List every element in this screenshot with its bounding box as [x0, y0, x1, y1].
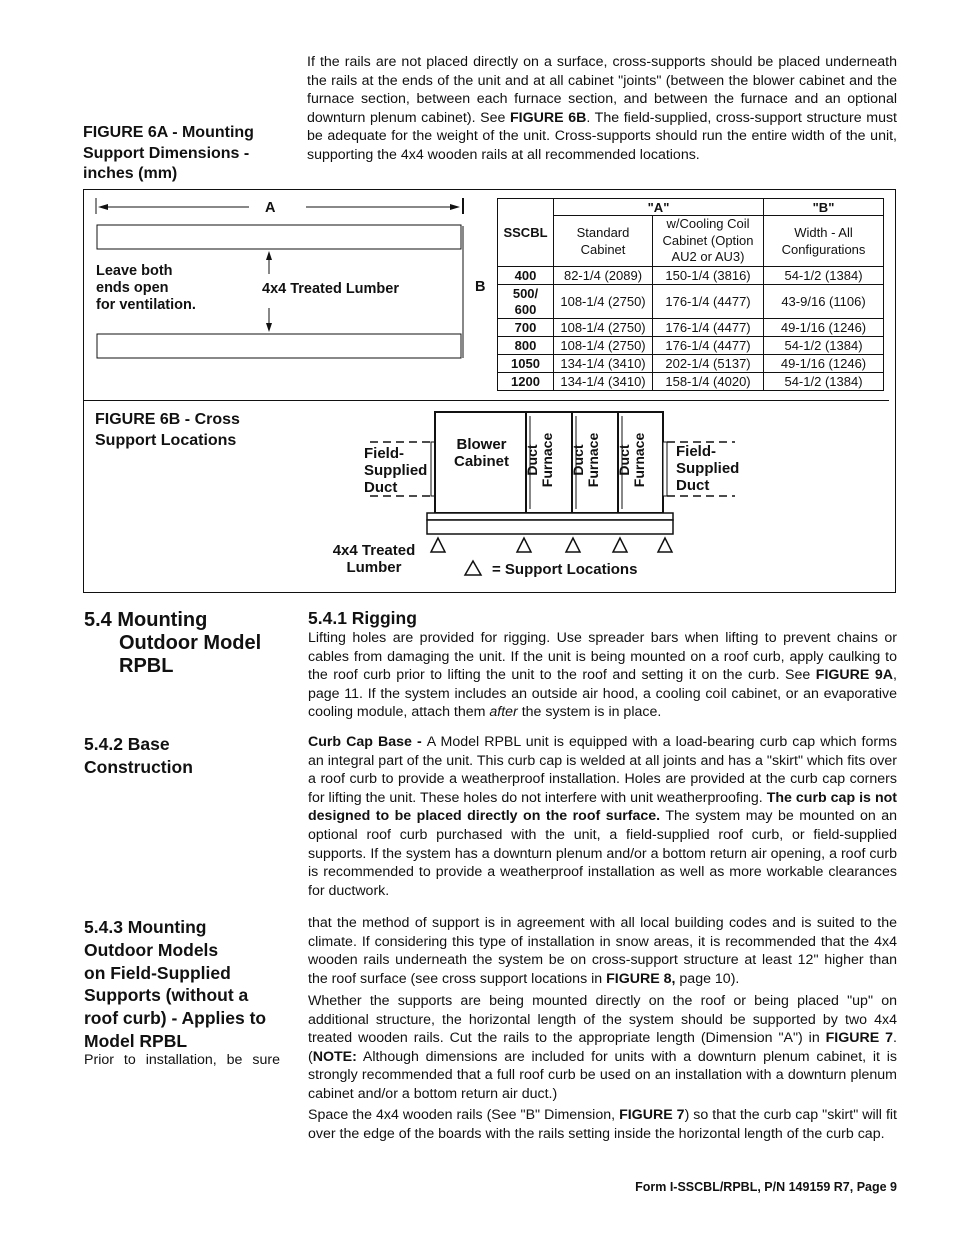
figure-6b-reference: FIGURE 6B — [510, 109, 587, 126]
figure-6a-caption: FIGURE 6A - Mounting Support Dimensions - inches (mm) — [83, 124, 254, 182]
intro-paragraph: If the rails are not placed directly on a surface, cross-supports should be placed underneath the rails at the ends of the unit and at all cabinet "joints" (between the blower cabinet and the furnace section, between each furnace section, and between the furnace and an optional downturn plenum cabinet). See FIGURE 6B. The field-supplied, cross-support structure must be adequate for the weight of the unit. Cross-supports should run the entire width of the unit, supporting the 4x4 wooden rails at all recommended locations. — [307, 54, 897, 163]
table-row: 1050 134-1/4 (3410) 202-1/4 (5137) 49-1/16 (1246) — [498, 355, 884, 373]
dimensions-table — [497, 198, 884, 391]
table-row: 800 108-1/4 (2750) 176-1/4 (4477) 54-1/2 (1384) — [498, 337, 884, 355]
column-header-standard: Standard Cabinet — [554, 216, 653, 267]
support-paragraph-2: Whether the supports are being mounted directly on the roof or being placed "up" on additional structure, the horizontal length of the system should be supported by two 4x4 treated wooden rails. Cut the rails to the appropriate length (Dimension "A") in FIGURE 7. (NOTE: Although dimensions are included for units with a downturn plenum cabinet, it is strongly recommended that a full roof curb be used on an installation with a downturn plenum cabinet and/or a bottom return air duct.) — [308, 993, 897, 1102]
support-paragraph-1: that the method of support is in agreement with all local building codes and is suited to the climate. If considering this type of installation in snow areas, it is recommended that the 4x4 wooden rails underneath the system be on cross-support structure at least 12" higher than the roof surface (see cross support locations in FIGURE 8, page 10). — [308, 915, 897, 987]
table-row: 500/ 600 108-1/4 (2750) 176-1/4 (4477) 43-9/16 (1106) — [498, 285, 884, 319]
base-construction-paragraph: Curb Cap Base - A Model RPBL unit is equipped with a load-bearing curb cap which forms an integral part of the unit. This curb cap is welded at all joints and has a "skirt" which fits over a roof curb to provide a weatherproof installation. Holes are provided at the curb cap corners for lifting the unit. These holes do not interfere with unit weatherproofing. The curb cap is not designed to be placed directly on the roof surface. The system may be mounted on an optional roof curb purchased with the unit, a field-supplied roof curb, or field-supplied supports. If the system has a downturn plenum and/or a bottom return air opening, a roof curb is recommended to provide a weatherproof installation as well as more workable clearances for ductwork. — [308, 734, 898, 899]
column-group-b: "B" — [764, 199, 884, 216]
right-duct-label: Field- Supplied Duct — [676, 443, 740, 494]
blower-cabinet-label: Blower Cabinet — [453, 436, 509, 470]
duct-furnace-label: Duct Furnace — [570, 432, 601, 488]
lumber-label-6b: 4x4 Treated Lumber — [332, 542, 416, 576]
lumber-label: 4x4 Treated Lumber — [262, 281, 399, 297]
left-duct-label: Field- Supplied Duct — [364, 445, 428, 496]
figure-9a-reference: FIGURE 9A — [815, 667, 894, 684]
rigging-paragraph: Lifting holes are provided for rigging. Use spreader bars when lifting to prevent chains or cables from damaging the unit. If the unit is being mounted on a roof curb, apply caulking to the roof curb prior to lifting the unit to the roof and setting it on the curb. See FIGURE 9A, page 11. If the system includes an outside air hood, a cooling coil cabinet, or an evaporative cooling module, attach them after the system is in place. — [308, 630, 897, 721]
figure-divider — [83, 400, 889, 401]
duct-furnace-label: Duct Furnace — [616, 432, 647, 488]
table-row: 700 108-1/4 (2750) 176-1/4 (4477) 49-1/16 (1246) — [498, 319, 884, 337]
column-header-cooling: w/Cooling Coil Cabinet (Option AU2 or AU3) — [653, 216, 764, 267]
section-5-4-3-lead: Prior to installation, be sure — [84, 1052, 280, 1068]
dimension-b-label: B — [475, 279, 486, 295]
table-row: 1200 134-1/4 (3410) 158-1/4 (4020) 54-1/2 (1384) — [498, 373, 884, 391]
support-location-icon — [463, 559, 483, 577]
duct-furnace-label: Duct Furnace — [524, 432, 555, 488]
ventilation-note: Leave both ends open for ventilation. — [96, 263, 196, 313]
figure-6b-caption: FIGURE 6B - Cross Support Locations — [95, 411, 240, 449]
table-row: 400 82-1/4 (2089) 150-1/4 (3816) 54-1/2 (1384) — [498, 267, 884, 285]
column-group-a: "A" — [554, 199, 764, 216]
dimension-a-label: A — [265, 200, 276, 216]
column-header-model: SSCBL — [498, 199, 554, 267]
page-footer: Form I-SSCBL/RPBL, P/N 149159 R7, Page 9 — [635, 1180, 897, 1194]
section-5-4-1-heading: 5.4.1 Rigging — [308, 608, 417, 628]
section-5-4-heading: 5.4 Mounting Outdoor Model RPBL — [84, 609, 262, 677]
support-paragraph-3: Space the 4x4 wooden rails (See "B" Dimension, FIGURE 7) so that the curb cap "skirt" will fit over the edge of the boards with the rails setting inside the horizontal length of the curb cap. — [308, 1107, 897, 1142]
column-header-width: Width - All Configurations — [764, 216, 884, 267]
section-5-4-3-heading: 5.4.3 Mounting Outdoor Models on Field-Supplied Supports (without a roof curb) - Applies to Model RPBL — [84, 917, 267, 1051]
support-legend: = Support Locations — [492, 561, 638, 578]
section-5-4-2-heading: 5.4.2 Base Construction — [84, 734, 193, 777]
